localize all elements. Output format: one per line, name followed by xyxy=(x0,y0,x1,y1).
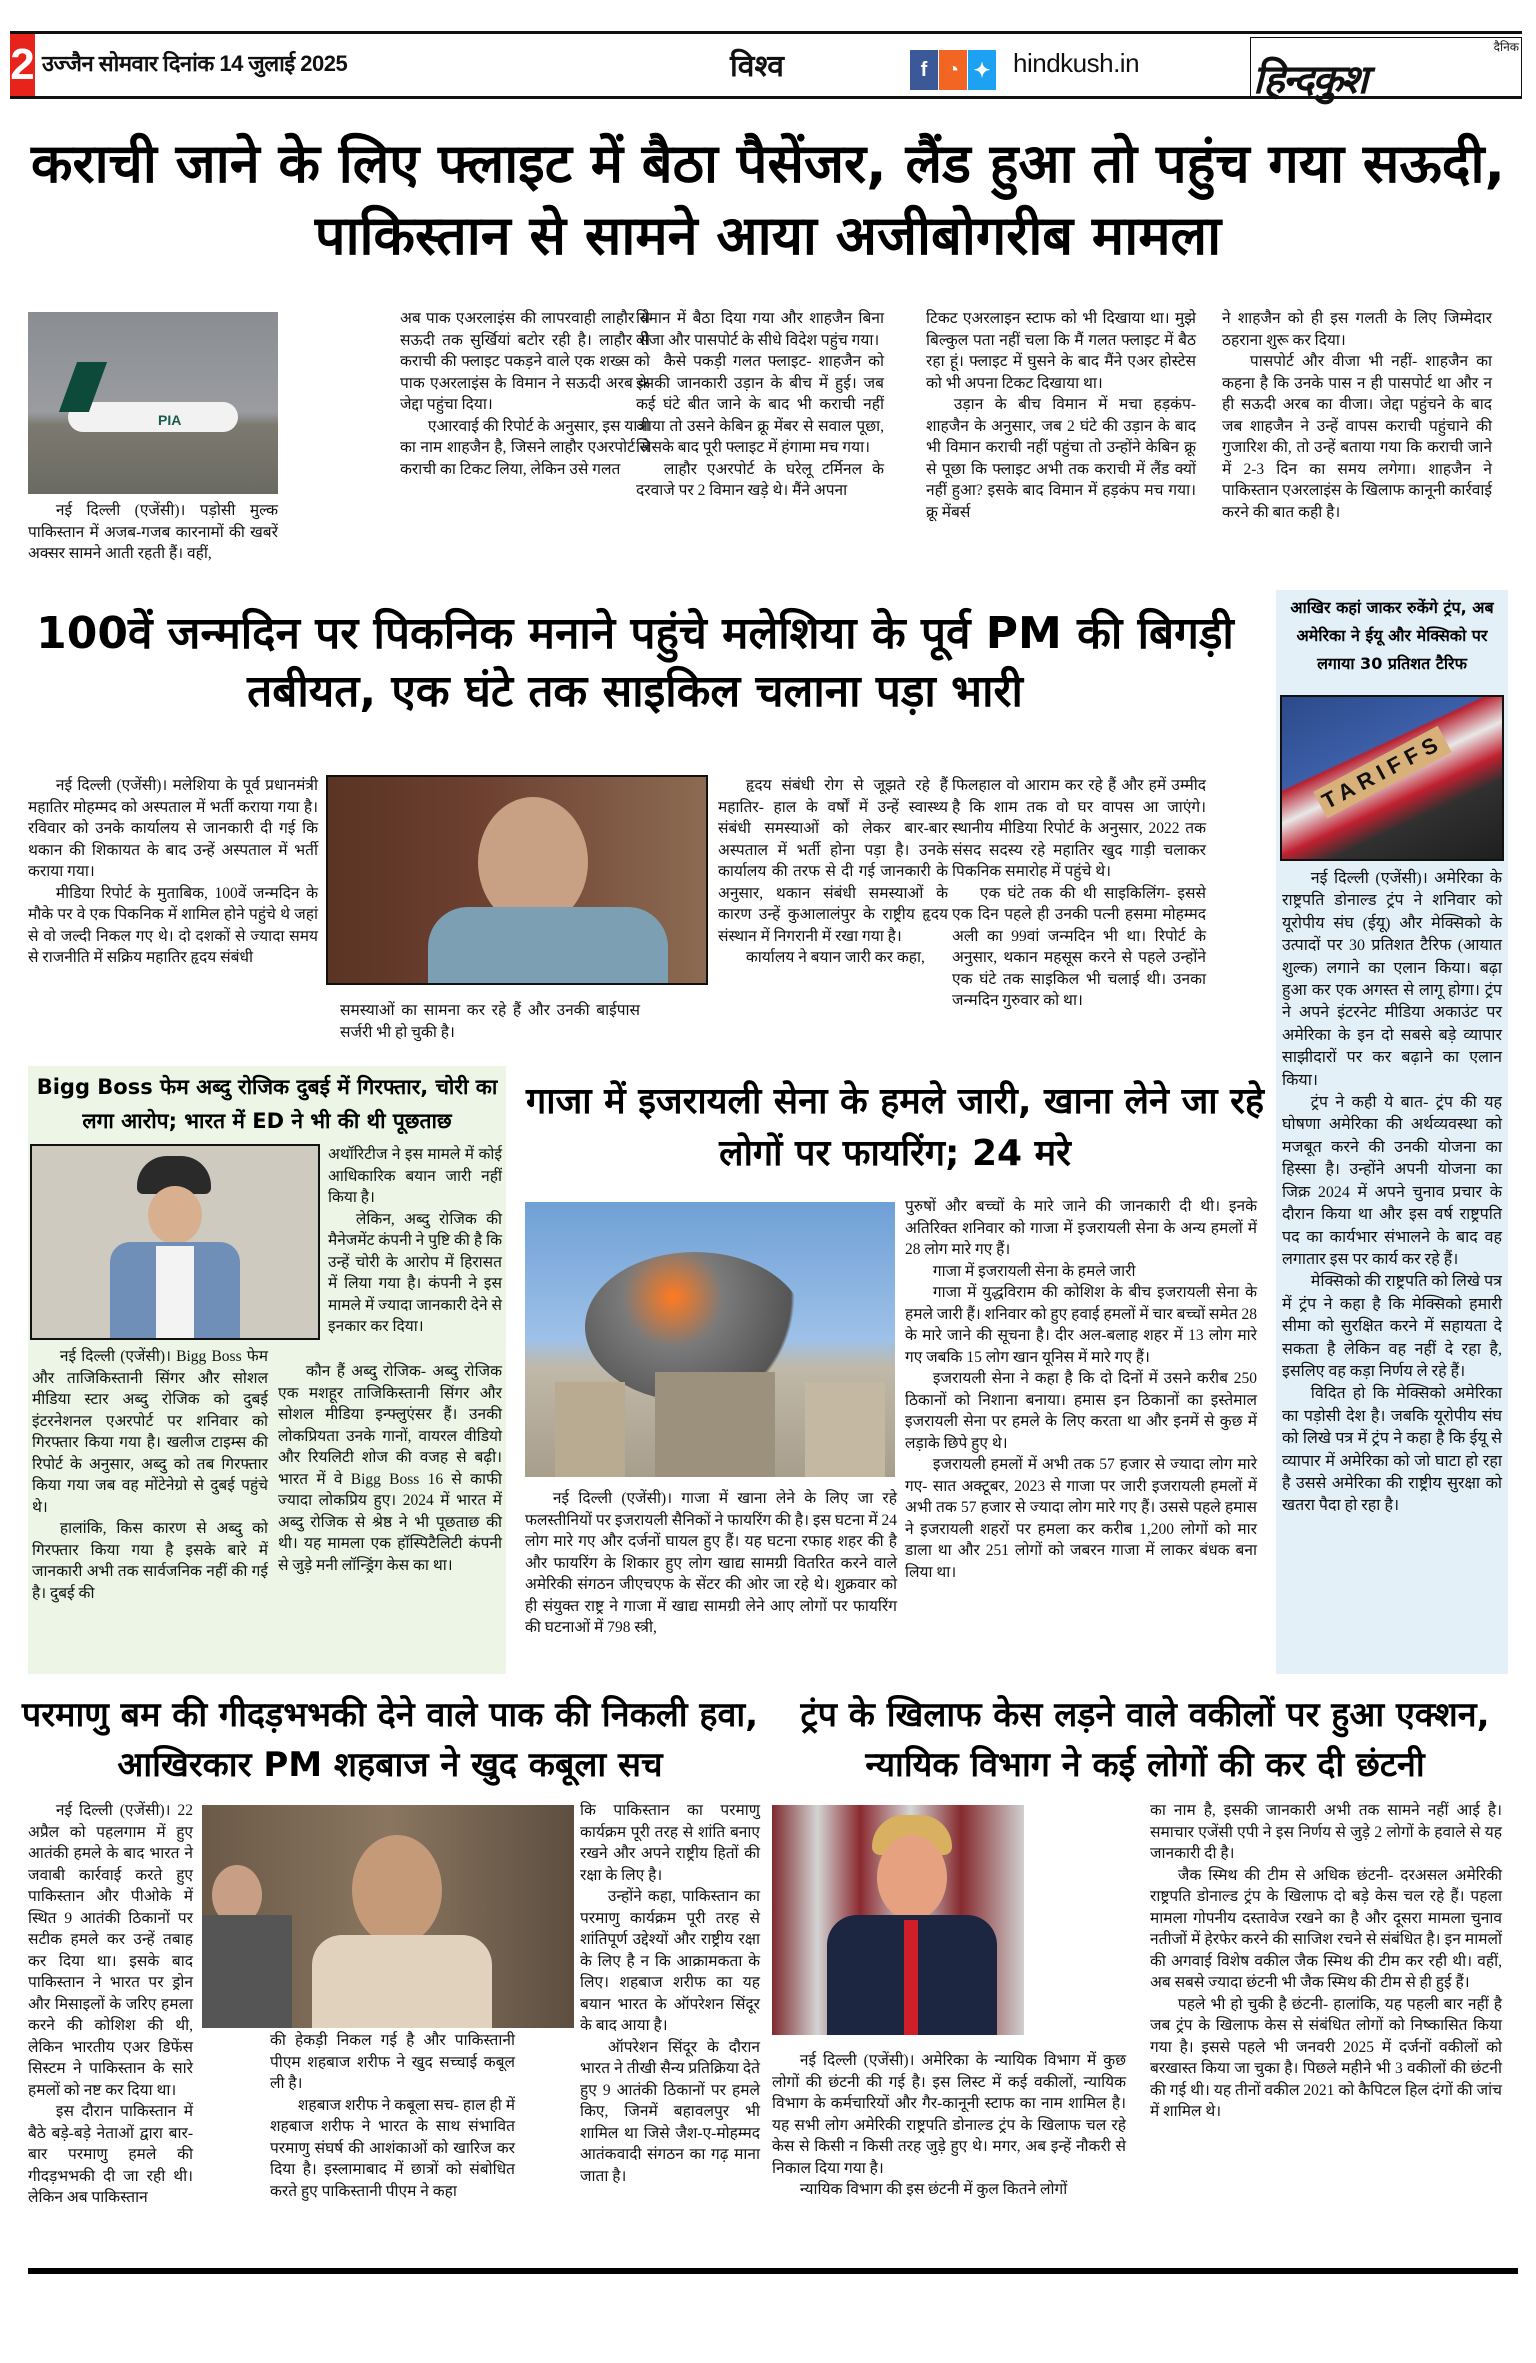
website-link[interactable]: hindkush.in xyxy=(1013,48,1140,78)
story1-col4: टिकट एअरलाइन स्टाफ को भी दिखाया था। मुझे बिल्कुल पता नहीं चला कि मैं गलत फ्लाइट में बैठ रहा हूं। फ्लाइट में घुसने के बाद मैंने एअर होस्टेस को भी अपना टिकट दिखाया था। उड़ान के बीच विमान में मचा हड़कंप- शाहजैन के अनुसार, जब 2 घंटे की उड़ान के बाद भी विमान कराची नहीं पहुंचा तो उन्होंने केबिन क्रू से पूछा कि फ्लाइट अभी तक कराची में लैंड क्यों नहीं हुआ? इसके बाद विमान में हड़कंप मच गया। क्रू मेंबर्स xyxy=(926,310,1196,521)
page-number: 2 xyxy=(10,34,35,96)
story2-col2: समस्याओं का सामना कर रहे हैं और उनकी बाईपास सर्जरी भी हो चुकी है। xyxy=(340,1002,640,1041)
story1-col3: विमान में बैठा दिया गया और शाहजैन बिना वीजा और पासपोर्ट के सीधे विदेश पहुंच गया। कैसे पकड़ी गलत फ्लाइट- शाहजैन को इसकी जानकारी उड़ान के बीच में हुई। जब कई घंटे बीत जाने के बाद भी कराची नहीं आया तो उसने केबिन क्रू मेंबर से सवाल पूछा, जिसके बाद पूरी फ्लाइट में हंगामा मच गया। लाहौर एअरपोर्ट के घरेलू टर्मिनल के दरवाजे पर 2 विमान खड़े थे। मैंने अपना xyxy=(636,310,884,499)
story4-left-col: नई दिल्ली (एजेंसी)। Bigg Boss फेम और ताजिकिस्तानी सिंगर और सोशल मीडिया स्टार अब्दु रोजिक को दुबई इंटरनेशनल एअरपोर्ट पर शनिवार को गिरफ्तार किया गया है। खलीज टाइम्स की रिपोर्ट के अनुसार, अब्दु को तब गिरफ्तार किया गया जब वह मोंटेनेग्रो से दुबई पहुंचे थे। हालांकि, किस कारण से अब्दु को गिरफ्तार किया गया है इसके बारे में जानकारी अभी तक सार्वजनिक नहीं की गई है। दुबई की xyxy=(32,1348,268,1602)
logo-text: हिन्दकुश xyxy=(1253,56,1367,103)
story4-box xyxy=(28,1066,506,1674)
story2-col3: हृदय संबंधी रोग से जूझते रहे हैं महातिर- हाल के वर्षों में उन्हें स्वास्थ्य संबंधी समस्याओं को लेकर बार-बार अस्पताल में भर्ती होना पड़ा है। उनके कार्यालय की तरफ से दी गई जानकारी के अनुसार, थकान संबंधी समस्याओं के कारण उन्हें कुआलालंपुर के राष्ट्रीय हृदय संस्थान में निगरानी में रखा गया है। कार्यालय ने बयान जारी कर कहा, xyxy=(718,777,948,966)
story4-headline: Bigg Boss फेम अब्दु रोजिक दुबई में गिरफ्तार, चोरी का लगा आरोप; भारत में ED ने भी की थी पूछताछ xyxy=(36,1075,498,1133)
story6-headline: परमाणु बम की गीदड़भभकी देने वाले पाक की निकली हवा, आखिरकार PM शहबाज ने खुद कबूला सच xyxy=(21,1695,759,1785)
story1-image xyxy=(28,312,278,494)
story2-headline: 100वें जन्मदिन पर पिकनिक मनाने पहुंचे मलेशिया के पूर्व PM की बिगड़ी तबीयत, एक घंटे तक साइकिल चलाना पड़ा भारी xyxy=(36,608,1234,717)
story4-right-col2: कौन हैं अब्दु रोजिक- अब्दु रोजिक एक मशहूर ताजिकिस्तानी सिंगर और सोशल मीडिया इन्फ्लुएंसर हैं। उनकी लोकप्रियता उनके गानों, वायरल वीडियो और रियलिटी शोज की वजह से बढ़ी। भारत में वे Bigg Boss 16 से काफी ज्यादा लोकप्रिय हुए। 2024 में भारत में अब्दु रोजिक से श्रेष्ठ ने भी पूछताछ की थी। यह मामला एक हॉस्पिटैलिटी कंपनी से जुड़े मनी लॉन्ड्रिंग केस का था। xyxy=(278,1363,502,1574)
pia-label: PIA xyxy=(158,412,182,428)
story6-image xyxy=(202,1805,574,2028)
twitter-icon[interactable]: ✦ xyxy=(968,50,996,90)
story7-right-col: का नाम है, इसकी जानकारी अभी तक सामने नहीं आई है। समाचार एजेंसी एपी ने इस निर्णय से जुड़े 2 लोगों के हवाले से यह जानकारी दी है। जैक स्मिथ की टीम से अधिक छंटनी- दरअसल अमेरिकी राष्ट्रपति डोनाल्ड ट्रंप के खिलाफ दो बड़े केस चल रहे हैं। पहला मामला गोपनीय दस्तावेज रखने का है और दूसरा मामला चुनाव नतीजों में हेरफेर करने की साजिश रचने से संबंधित है। इन मामलों की अगवाई विशेष वकील जैक स्मिथ की टीम कर रही थी। वहीं, अब सबसे ज्यादा छंटनी भी जैक स्मिथ की टीम से ही हुई हैं। पहले भी हो चुकी है छंटनी- हालांकि, यह पहली बार नहीं है जब ट्रंप के खिलाफ केस से संबंधित लोगों को निष्कासित किया गया है। इससे पहले भी जनवरी 2025 में दर्जनों वकीलों को बरखास्त किया जा चुका है। पिछले महीने भी 3 वकीलों की छंटनी की गई थी। यह तीनों वकील 2021 को कैपिटल हिल दंगों की जांच में शामिल थे। xyxy=(1150,1802,1502,2120)
story2-image xyxy=(326,775,708,985)
story5-headline: गाजा में इजरायली सेना के हमले जारी, खाना लेने जा रहे लोगों पर फायरिंग; 24 मरे xyxy=(526,1081,1264,1174)
story3-image xyxy=(1280,695,1504,861)
newspaper-logo xyxy=(1250,37,1522,103)
section-title: विश्व xyxy=(730,50,784,83)
story5-subhead: गाजा में इजरायली सेना के हमले जारी xyxy=(932,1262,1136,1280)
story1-col1: नई दिल्ली (एजेंसी)। पड़ोसी मुल्क पाकिस्तान में अजब-गजब कारनामों की खबरें अक्सर सामने आती रहती हैं। वहीं, xyxy=(28,502,278,562)
story6-col1: नई दिल्ली (एजेंसी)। 22 अप्रैल को पहलगाम में हुए आतंकी हमले के बाद भारत ने जवाबी कार्रवाई करते हुए पाकिस्तान और पीओके में स्थित 9 आतंकी ठिकानों पर सटीक हमले कर उन्हें तबाह कर दिया था। इसके बाद पाकिस्तान ने भारत पर ड्रोन और मिसाइलों के जरिए हमला करने की कोशिश की थी, लेकिन भारतीय एअर डिफेंस सिस्टम ने पाकिस्तान के सारे हमलों को नष्ट कर दिया था। इस दौरान पाकिस्तान में बैठे बड़े-बड़े नेताओं द्वारा बार-बार परमाणु हमले की गीदड़भभकी दी जा रही थी। लेकिन अब पाकिस्तान xyxy=(28,1802,193,2206)
story6-col2: की हेकड़ी निकल गई है और पाकिस्तानी पीएम शहबाज शरीफ ने खुद सच्चाई कबूल ली है। शहबाज शरीफ ने कबूला सच- हाल ही में शहबाज शरीफ ने भारत के साथ संभावित परमाणु संघर्ष की आशंकाओं को खारिज कर दिया है। इस्लामाबाद में छात्रों को संबोधित करते हुए पाकिस्तानी पीएम ने कहा xyxy=(270,2032,515,2200)
facebook-icon[interactable]: f xyxy=(910,50,938,90)
story1-col2: अब पाक एअरलाइंस की लापरवाही लाहौर से सऊदी तक सुर्खियां बटोर रही है। लाहौर से कराची की फ्लाइट पकड़ने वाले एक शख्स को पाक एअरलाइंस के विमान ने सऊदी अरब के जेद्दा पहुंचा दिया। एआरवाई की रिपोर्ट के अनुसार, इस यात्री का नाम शाहजैन है, जिसने लाहौर एअरपोर्ट से कराची का टिकट लिया, लेकिन उसे गलत xyxy=(400,310,650,478)
story5-image xyxy=(525,1202,895,1477)
story1-col5: ने शाहजैन को ही इस गलती के लिए जिम्मेदार ठहराना शुरू कर दिया। पासपोर्ट और वीजा भी नहीं- शाहजैन का कहना है कि उनके पास न ही पासपोर्ट था और न ही सऊदी अरब का वीजा। जेद्दा पहुंचने के बाद जब शाहजैन ने उन्हें वापस कराची पहुंचाने की गुजारिश की, तो उन्हें बताया गया कि कराची जाने में 2-3 दिन का समय लगेगा। शाहजैन ने पाकिस्तान एअरलाइंस के खिलाफ कानूनी कार्रवाई करने की बात कही है। xyxy=(1222,310,1492,521)
story4-right-col: अथॉरिटीज ने इस मामले में कोई आधिकारिक बयान जारी नहीं किया है। लेकिन, अब्दु रोजिक की मैनेजमेंट कंपनी ने पुष्टि की है कि उन्हें चोरी के आरोप में हिरासत में लिया गया है। कंपनी ने इस मामले में ज्यादा जानकारी देने से इनकार कर दिया। xyxy=(328,1146,502,1335)
story3-body: नई दिल्ली (एजेंसी)। अमेरिका के राष्ट्रपति डोनाल्ड ट्रंप ने शनिवार को यूरोपीय संघ (ईयू) और मेक्सिको के उत्पादों पर 30 प्रतिशत टैरिफ (आयात शुल्क) लगाने का एलान किया। बढ़ा हुआ कर एक अगस्त से लागू होगा। ट्रंप ने अपने इंटरनेट मीडिया अकाउंट पर अमेरिका के इन दो सबसे बड़े व्यापार साझीदारों पर कर बढ़ाने का एलान किया। ट्रंप ने कही ये बात- ट्रंप की यह घोषणा अमेरिका की अर्थव्यवस्था को मजबूत करने की उनकी योजना का हिस्सा है। उन्होंने अपनी योजना का जिक्र 2024 में अपने चुनाव प्रचार के दौरान किया था और इस वर्ष राष्ट्रपति पद का कार्यभार संभालने के बाद वह लगातार इस पर कार्य कर रहे हैं। मेक्सिको की राष्ट्रपति को लिखे पत्र में ट्रंप ने कहा है कि मेक्सिको हमारी सीमा को सुरक्षित करने में सहायता दे सकता है लेकिन वह नहीं दे रहा है, इसलिए वह कड़ा निर्णय ले रहे हैं। विदित हो कि मेक्सिको अमेरिका का पड़ोसी देश है। जबकि यूरोपीय संघ को लिखे पत्र में ट्रंप ने कहा है कि ईयू से व्यापार में अमेरिका को जो घाटा हो रहा है उससे अमेरिका की राष्ट्रीय सुरक्षा को खतरा पैदा हो रहा है। xyxy=(1282,870,1502,1515)
story5-right-col: पुरुषों और बच्चों के मारे जाने की जानकारी दी थी। इनके अतिरिक्त शनिवार को गाजा में इजरायली सेना के अन्य हमलों में 28 लोग मारे गए हैं। गाजा में इजरायली सेना के हमले जारी गाजा में युद्धविराम की कोशिश के बीच इजरायली सेना के हमले जारी हैं। शनिवार को हुए हवाई हमलों में चार बच्चों समेत 28 के मारे जाने की सूचना है। दीर अल-बलाह शहर में 13 लोग मारे गए जबकि 15 लोग खान यूनिस में मारे गए हैं। इजरायली सेना ने कहा है कि दो दिनों में उसने करीब 250 ठिकानों को निशाना बनाया। हमास इन ठिकानों का इस्तेमाल इजरायली सेना पर हमले के लिए करता था और इनमें से कुछ में लड़ाके छिपे हुए थे। इजरायली हमलों में अभी तक 57 हजार से ज्यादा लोग मारे गए- सात अक्टूबर, 2023 से गाजा पर जारी इजरायली हमलों में अभी तक 57 हजार से ज्यादा लोग मारे गए हैं। उससे पहले हमास ने इजरायली शहरों पर हमला कर करीब 1,200 लोगों को मार डाला था और 251 लोगों को जबरन गाजा में लाकर बंधक बना लिया था। xyxy=(905,1198,1257,1581)
social-icons xyxy=(910,50,996,90)
story4-image xyxy=(30,1144,320,1340)
rss-icon[interactable]: ◔ xyxy=(939,50,967,90)
masthead xyxy=(10,31,1522,103)
tariffs-blocks: TARIFFS xyxy=(1313,726,1452,819)
story2-col4: फिलहाल वो आराम कर रहे हैं और हमें उम्मीद है कि शाम तक वो घर वापस आ जाएंगे। स्थानीय मीडिया रिपोर्ट के अनुसार, 2022 तक संसद सदस्य रहे महातिर खुद गाड़ी चलाकर पिकनिक समारोह में पहुंचे थे। एक घंटे तक की थी साइकिलिंग- इससे एक दिन पहले ही उनकी पत्नी हसमा मोहम्मद अली का 99वां जन्मदिन भी था। रिपोर्ट के अनुसार, थकान महसूस करने से पहले उन्होंने एक घंटे तक साइकिल भी चलाई थी। उनका जन्मदिन गुरुवार को था। xyxy=(952,777,1206,1009)
bottom-rule xyxy=(28,2268,1518,2274)
story3-headline: आखिर कहां जाकर रुकेंगे ट्रंप, अब अमेरिका ने ईयू और मेक्सिको पर लगाया 30 प्रतिशत टैरिफ xyxy=(1290,598,1494,673)
story7-left-col: नई दिल्ली (एजेंसी)। अमेरिका के न्यायिक विभाग में कुछ लोगों की छंटनी की गई है। इस लिस्ट में कई वकीलों, न्यायिक विभाग के कर्मचारियों और गैर-कानूनी स्टाफ का नाम शामिल है। यह सभी लोग अमेरिकी राष्ट्रपति डोनाल्ड ट्रंप के खिलाफ चल रहे केस से किसी न किसी तरह जुड़े हुए थे। मगर, अब इन्हें नौकरी से निकाल दिया गया है। न्यायिक विभाग की इस छंटनी में कुल कितने लोगों xyxy=(772,2052,1126,2198)
story1-headline: कराची जाने के लिए फ्लाइट में बैठा पैसेंजर, लैंड हुआ तो पहुंच गया सऊदी, पाकिस्तान से सामने आया अजीबोगरीब मामला xyxy=(31,132,1505,267)
story5-left-col: नई दिल्ली (एजेंसी)। गाजा में खाना लेने के लिए जा रहे फलस्तीनियों पर इजरायली सैनिकों ने फायरिंग की है। इस घटना में 24 लोग मारे गए और दर्जनों घायल हुए हैं। यह घटना रफाह शहर की है और फायरिंग के शिकार हुए लोग खाद्य सामग्री वितरित करने वाले अमेरिकी संगठन जीएचएफ के सेंटर की ओर जा रहे थे। शुक्रवार को ही संयुक्त राष्ट्र ने गाजा में खाद्य सामग्री लेने आए लोगों पर फायरिंग की घटनाओं में 798 स्त्री, xyxy=(525,1490,897,1636)
story3-box xyxy=(1276,590,1508,1674)
logo-small-text: दैनिक xyxy=(1493,40,1519,54)
story7-headline: ट्रंप के खिलाफ केस लड़ने वाले वकीलों पर हुआ एक्शन, न्यायिक विभाग ने कई लोगों की कर दी छंटनी xyxy=(800,1695,1490,1785)
dateline: उज्जैन सोमवार दिनांक 14 जुलाई 2025 xyxy=(42,51,348,76)
story7-image xyxy=(772,1805,1024,2035)
story2-col1: नई दिल्ली (एजेंसी)। मलेशिया के पूर्व प्रधानमंत्री महातिर मोहम्मद को अस्पताल में भर्ती कराया गया है। रविवार को उनके कार्यालय से जानकारी दी गई कि थकान की शिकायत के बाद उन्हें अस्पताल में भर्ती कराया गया। मीडिया रिपोर्ट के मुताबिक, 100वें जन्मदिन के मौके पर वे एक पिकनिक में शामिल होने पहुंचे थे जहां से वो जल्दी निकल गए थे। दो दशकों से ज्यादा समय से राजनीति में सक्रिय महातिर हृदय संबंधी xyxy=(28,777,318,966)
story6-col3: कि पाकिस्तान का परमाणु कार्यक्रम पूरी तरह से शांति बनाए रखने और अपने राष्ट्रीय हितों की रक्षा के लिए है। उन्होंने कहा, पाकिस्तान का परमाणु कार्यक्रम पूरी तरह से शांतिपूर्ण उद्देश्यों और राष्ट्रीय रक्षा के लिए है न कि आक्रामकता के लिए। शहबाज शरीफ का यह बयान भारत के ऑपरेशन सिंदूर के बाद आया है। ऑपरेशन सिंदूर के दौरान भारत ने तीखी सैन्य प्रतिक्रिया देते हुए 9 आतंकी ठिकानों पर हमले किए, जिनमें बहावलपुर भी शामिल था जिसे जैश-ए-मोहम्मद आतंकवादी संगठन का गढ़ माना जाता है। xyxy=(580,1802,760,2185)
